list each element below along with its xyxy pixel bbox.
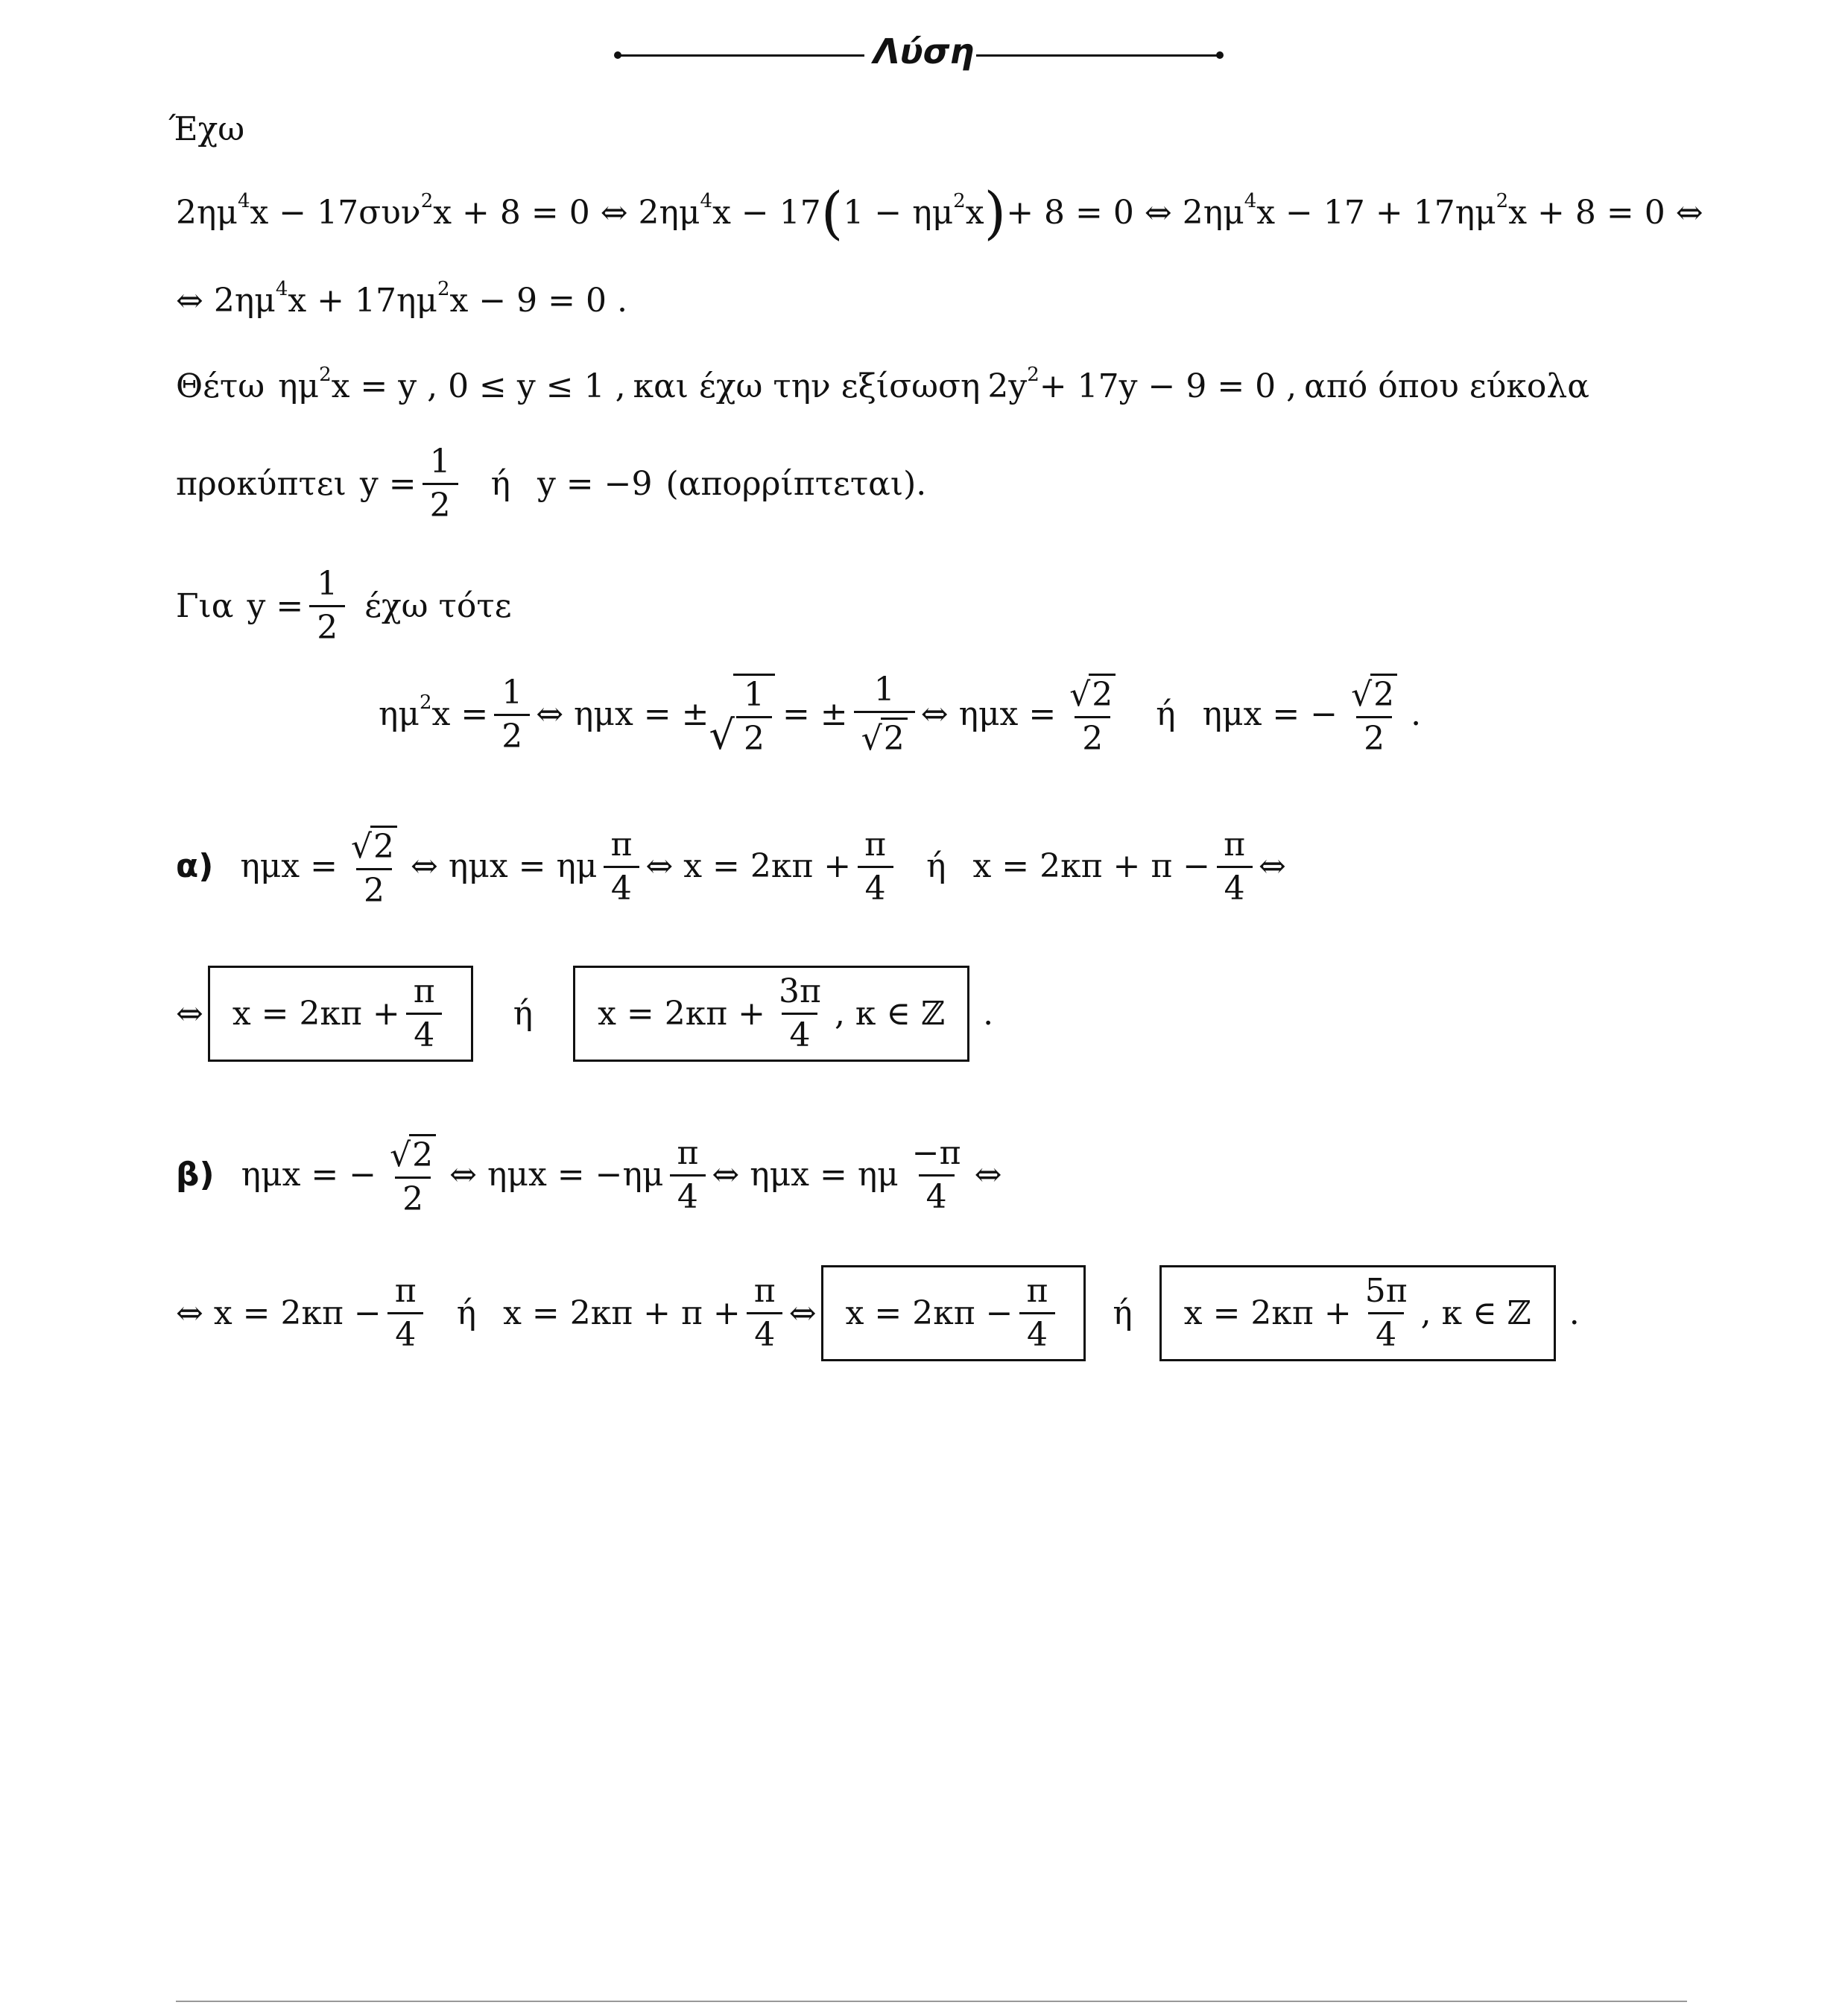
intro-text <box>168 110 245 148</box>
eq1-i: + 8 = 0 ⇔ 2ημ <box>1006 194 1244 232</box>
be2-d1: 4 <box>387 1312 423 1352</box>
beta-boxed-solution-2 <box>1159 1265 1556 1361</box>
be2-n1: π <box>394 1272 417 1310</box>
be2-frac3 <box>1019 1272 1055 1354</box>
sv-f: ή <box>1156 695 1176 733</box>
sine-values-line <box>379 671 1422 759</box>
al-h: ⇔ <box>1259 847 1286 885</box>
header-rule-left <box>618 54 864 57</box>
res-num: 1 <box>429 443 451 481</box>
res-c: ή <box>490 464 510 503</box>
sv-frac5 <box>1344 674 1405 756</box>
sv-r5: 2 <box>1370 674 1397 712</box>
eq1-p2: 2 <box>420 190 434 212</box>
sub-g: από όπου εύκολα <box>1304 367 1590 405</box>
eq1-h: x <box>965 194 984 232</box>
sv-c: ⇔ ημx = ± <box>536 695 709 733</box>
alpha-label: α) <box>176 847 214 885</box>
be2-box2: x = 2κπ + <box>1183 1293 1352 1332</box>
eq2-b: x + 17ημ <box>288 282 437 320</box>
result-line <box>176 443 927 525</box>
eq1-f: 1 − ημ <box>843 194 954 232</box>
be2-f2: ή <box>1113 1293 1133 1332</box>
sv-frac3 <box>854 671 915 758</box>
be2-end: . <box>1569 1293 1580 1332</box>
eq1-a: 2ημ <box>176 194 238 232</box>
sub-e: 2y <box>987 367 1028 405</box>
al-b: ⇔ ημx = ημ <box>411 847 598 885</box>
al2-n1: π <box>413 972 435 1010</box>
al-n4: π <box>1224 825 1246 864</box>
beta-line-1 <box>176 1134 1001 1216</box>
al-n3: π <box>864 825 887 864</box>
for-fraction <box>309 565 345 647</box>
be2-n2: π <box>753 1272 776 1310</box>
al2-end: . <box>983 994 994 1033</box>
for-b: y = <box>247 586 304 625</box>
be2-n4: 5π <box>1364 1272 1408 1310</box>
be2-f1: ή <box>456 1293 477 1332</box>
sv-h: . <box>1411 695 1422 733</box>
al2-d2: 4 <box>782 1013 817 1052</box>
al2-frac1 <box>406 972 443 1054</box>
sub-d: και έχω την εξίσωση <box>633 367 981 405</box>
sub-c: x = y , 0 ≤ y ≤ 1 , <box>331 367 626 405</box>
beta-boxed-solution-1 <box>821 1265 1086 1361</box>
radical-sign: √ <box>350 828 373 866</box>
eq1-c: x + 8 = 0 ⇔ 2ημ <box>433 194 700 232</box>
sv-d: = ± <box>782 695 848 733</box>
al-frac3 <box>857 825 893 908</box>
be-c: ⇔ ημx = ημ <box>712 1156 899 1194</box>
al-d4: 4 <box>1217 866 1253 905</box>
equation-line-2 <box>176 278 627 320</box>
eq1-d: 4 <box>700 190 713 212</box>
alpha-boxed-solution-1 <box>208 966 473 1062</box>
radical-sign: √ <box>709 712 735 759</box>
be-d1: 2 <box>395 1177 431 1216</box>
substitution-line <box>176 364 1590 405</box>
eq1-e: x − 17 <box>712 194 821 232</box>
al2-d1: 4 <box>406 1013 442 1052</box>
be-n2: π <box>677 1133 699 1172</box>
al2-frac2 <box>771 972 829 1054</box>
eq1-g: 2 <box>953 190 966 212</box>
sv-p2: 2 <box>419 691 432 714</box>
for-c: έχω τότε <box>364 586 512 625</box>
al-a: ημx = <box>240 847 338 885</box>
header-dot-left <box>614 51 621 59</box>
al-frac2 <box>603 825 639 908</box>
sv-d4: 2 <box>1075 716 1110 756</box>
radical-sign: √ <box>861 720 882 758</box>
al2-a: ⇔ <box>176 994 203 1033</box>
radical-sign: √ <box>1069 676 1091 714</box>
sv-d1: 2 <box>494 714 530 753</box>
be-r1: 2 <box>409 1134 436 1172</box>
radical-sign: √ <box>1351 676 1373 714</box>
res-den: 2 <box>423 483 458 522</box>
res-a: προκύπτει <box>176 464 346 503</box>
al2-tail: , κ ∈ ℤ <box>834 994 946 1033</box>
al-r1: 2 <box>370 826 397 864</box>
sub-p2: 2 <box>319 364 332 386</box>
sv-r4: 2 <box>1089 674 1116 712</box>
sv-d5: 2 <box>1356 716 1392 756</box>
be-frac3 <box>905 1133 969 1216</box>
beta-line-2 <box>176 1265 1580 1361</box>
left-paren: ( <box>820 180 844 246</box>
sv-n1: 1 <box>501 673 523 712</box>
footer-rule <box>176 2001 1687 2002</box>
sv-d2: 2 <box>736 716 772 756</box>
sv-sqrt-frac <box>709 674 775 759</box>
be2-b: x = 2κπ + π + <box>503 1293 741 1332</box>
al-frac4 <box>1216 825 1253 908</box>
sv-g: ημx = − <box>1202 695 1338 733</box>
sub-a: Θέτω <box>176 367 265 405</box>
al-n2: π <box>610 825 633 864</box>
eq2-a: ⇔ 2ημ <box>176 282 276 320</box>
beta-label: β) <box>176 1156 215 1194</box>
be-b: ⇔ ημx = −ημ <box>449 1156 664 1194</box>
res-fraction <box>423 443 458 525</box>
al-d3: 4 <box>858 866 893 905</box>
al2-box2: x = 2κπ + <box>598 994 766 1033</box>
alpha-boxed-solution-2 <box>573 966 969 1062</box>
be2-c: ⇔ <box>788 1293 817 1332</box>
eq1-j: 4 <box>1244 190 1257 212</box>
be-d2: 4 <box>670 1174 706 1214</box>
be-n3: −π <box>911 1133 961 1172</box>
al-d1: 2 <box>356 868 392 908</box>
sv-frac4 <box>1062 674 1123 756</box>
right-paren: ) <box>984 180 1007 246</box>
al-d2: 4 <box>604 866 639 905</box>
res-b: y = <box>359 464 417 503</box>
sv-n3: 1 <box>873 671 895 709</box>
sub-f: + 17y − 9 = 0 , <box>1039 367 1297 405</box>
sv-e: ⇔ ημx = <box>920 695 1057 733</box>
sv-a: ημ <box>379 695 420 733</box>
be2-d4: 4 <box>1368 1312 1404 1352</box>
be2-n3: π <box>1026 1272 1048 1310</box>
sv-frac1 <box>494 673 530 756</box>
eq1-l: 2 <box>1496 190 1509 212</box>
eq2-p4: 4 <box>275 278 288 300</box>
equation-line-1 <box>176 180 1703 246</box>
eq2-p2: 2 <box>437 278 450 300</box>
header-dot-right <box>1216 51 1224 59</box>
sv-b: x = <box>431 695 489 733</box>
sub-p2b: 2 <box>1027 364 1040 386</box>
eq1-p4: 4 <box>237 190 250 212</box>
be-frac1 <box>382 1134 443 1216</box>
be-a: ημx = − <box>241 1156 377 1194</box>
intro-word: Έχω <box>168 110 245 148</box>
sub-b: ημ <box>278 367 320 405</box>
alpha-line-2 <box>176 966 993 1062</box>
be2-d2: 4 <box>747 1312 782 1352</box>
be2-tail: , κ ∈ ℤ <box>1420 1293 1531 1332</box>
for-den: 2 <box>309 605 345 645</box>
be-d3: 4 <box>919 1174 955 1214</box>
eq1-k: x − 17 + 17ημ <box>1256 194 1496 232</box>
be2-a: ⇔ x = 2κπ − <box>176 1293 382 1332</box>
for-a: Για <box>176 586 234 625</box>
al-frac1 <box>344 826 405 908</box>
al-f: ή <box>926 847 946 885</box>
radical-sign: √ <box>390 1136 411 1174</box>
eq2-c: x − 9 = 0 . <box>449 282 627 320</box>
sv-r3: 2 <box>881 718 908 756</box>
eq1-m: x + 8 = 0 ⇔ <box>1508 194 1703 232</box>
be2-frac2 <box>747 1272 783 1354</box>
be2-frac4 <box>1358 1272 1415 1354</box>
al2-f: ή <box>513 994 534 1033</box>
al-c: ⇔ x = 2κπ + <box>645 847 852 885</box>
al2-n2: 3π <box>779 972 821 1010</box>
for-y-line <box>176 565 512 647</box>
al-g: x = 2κπ + π − <box>972 847 1211 885</box>
for-num: 1 <box>317 565 338 603</box>
res-d: y = −9 <box>537 464 653 503</box>
be2-box1: x = 2κπ − <box>845 1293 1013 1332</box>
alpha-line-1 <box>176 826 1286 908</box>
be-frac2 <box>669 1133 706 1216</box>
header-rule-right <box>976 54 1222 57</box>
res-e: (απορρίπτεται). <box>665 464 927 503</box>
sv-n2: 1 <box>743 676 765 714</box>
header-title: Λύση <box>873 31 975 72</box>
be-d: ⇔ <box>974 1156 1002 1194</box>
al2-box1: x = 2κπ + <box>232 994 400 1033</box>
eq1-b: x − 17συν <box>250 194 421 232</box>
be2-d3: 4 <box>1019 1312 1055 1352</box>
be2-frac1 <box>387 1272 424 1354</box>
